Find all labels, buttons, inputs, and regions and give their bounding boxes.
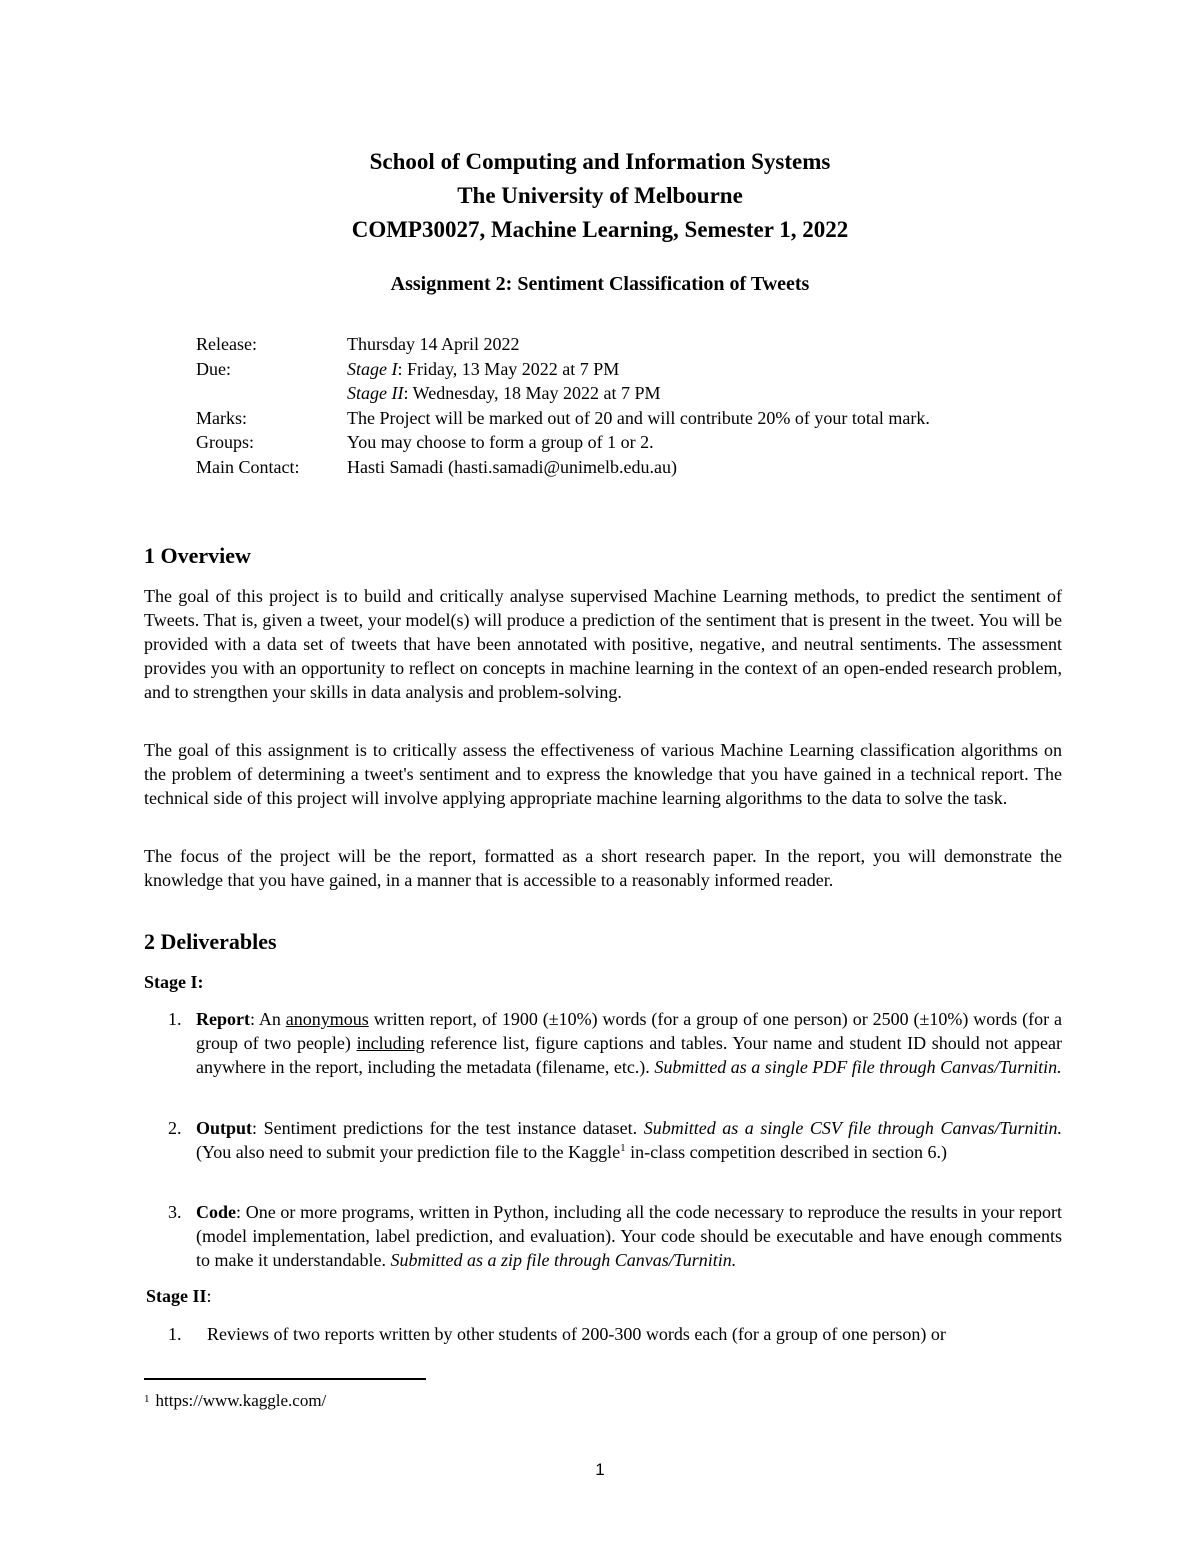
footnote-divider — [144, 1378, 426, 1380]
marks-label: Marks: — [196, 407, 247, 428]
marks-row — [196, 406, 1056, 431]
overview-paragraph-3: The focus of the project will be the report, formatted as a short research paper. In the report, you will demonstrate the knowledge that you have gained, in a manner that is accessible to a reasonably informed reader. — [144, 846, 1062, 890]
due-stage1-value: : Friday, 13 May 2022 at 7 PM — [397, 358, 620, 379]
deliverables-heading: 2 Deliverables — [144, 929, 277, 954]
release-row — [196, 332, 1056, 357]
groups-row — [196, 430, 1056, 455]
footnote — [144, 1391, 326, 1411]
release-label: Release: — [196, 334, 257, 354]
overview-paragraph-1: The goal of this project is to build and critically analyse supervised Machine Learning methods, to predict the sentiment of Tweets. That is, given a tweet, your model(s) will produce a prediction of the sentiment that is present in the tweet. You will be provided with a data set of tweets that have been annotated with positive, negative, and neutral sentiments. The assessment provides you with an opportunity to reflect on concepts in machine learning in the context of an open-ended research problem, and to strengthen your skills in data analysis and problem-solving. — [144, 586, 1062, 702]
report-label: Report — [196, 1009, 250, 1029]
due-stage1 — [347, 357, 1056, 382]
stage2-heading: Stage II: — [146, 1286, 212, 1306]
list-item-output: 2. Output: Sentiment predictions for the test instance dataset. Submitted as a single CSV file through Canvas/Turnitin. (You also need to submit your prediction file to the Kaggle$^1$ in-class competition described in section 6.) — [168, 1118, 1062, 1162]
list-item-report: 1. Report: An anonymous written report, of 1900 (±10%) words (for a group of one person) or 2500 (±10%) words (for a group of two people) including reference list, figure captions and tables. Your name and student ID should not appear anywhere in the report, including the metadata (filename, etc.). Submitted as a single PDF file through Canvas/Turnitin. — [168, 1009, 1063, 1077]
document-header — [0, 145, 1200, 247]
release-value: Thursday 14 April 2022 — [347, 334, 520, 354]
course-title: COMP30027, Machine Learning, Semester 1, 2022 — [351, 217, 849, 242]
list-number: 3. — [168, 1202, 182, 1222]
footnote-ref[interactable]: 1 — [620, 1142, 626, 1154]
page-number: 1 — [595, 1460, 605, 1479]
due-stage2-label: Stage II — [347, 383, 404, 403]
assignment-title: Assignment 2: Sentiment Classification of Tweets — [390, 273, 810, 295]
overview-heading: 1 Overview — [144, 543, 251, 568]
report-submission-note: Submitted as a single PDF file through Canvas/Turnitin. — [654, 1057, 1062, 1077]
list-item-code: 3. Code: One or more programs, written in Python, including all the code necessary to reproduce the results in your report (model implementation, label prediction, and evaluation). Your code should be executable and have enough comments to make it understandable. Submitted as a zip file through Canvas/Turnitin. — [168, 1202, 1062, 1270]
including-underlined: including — [356, 1033, 425, 1053]
list-number: 1. — [168, 1009, 182, 1029]
list-item-reviews: 1. Reviews of two reports written by other students of 200-300 words each (for a group of one person) or — [168, 1324, 946, 1344]
university-name: The University of Melbourne — [457, 183, 743, 208]
due-stage2-value: : Wednesday, 18 May 2022 at 7 PM — [403, 383, 661, 403]
groups-value: You may choose to form a group of 1 or 2. — [347, 432, 654, 452]
due-label: Due: — [196, 358, 231, 379]
marks-value: The Project will be marked out of 20 and will contribute 20% of your total mark. — [347, 407, 930, 428]
output-submission-note: Submitted as a single CSV file through Canvas/Turnitin. — [643, 1118, 1062, 1138]
output-label: Output — [196, 1118, 253, 1138]
due-stage1-label: Stage I — [347, 358, 398, 379]
kaggle-link[interactable]: https://www.kaggle.com/ — [155, 1391, 327, 1410]
anonymous-underlined: anonymous — [285, 1009, 369, 1029]
footnote-mark: 1 — [144, 1393, 150, 1405]
stage1-heading: Stage I: — [144, 972, 204, 992]
due-row — [196, 357, 1056, 406]
code-submission-note: Submitted as a zip file through Canvas/Turnitin. — [390, 1250, 737, 1270]
overview-paragraph-2: The goal of this assignment is to critically assess the effectiveness of various Machine Learning classification algorithms on the problem of determining a tweet's sentiment and to express the knowledge that you have gained in a technical report. The technical side of this project will involve applying appropriate machine learning algorithms to the data to solve the task. — [144, 740, 1062, 808]
contact-value: Hasti Samadi (hasti.samadi@unimelb.edu.au) — [347, 456, 678, 477]
contact-row — [196, 455, 1056, 480]
list-number: 1. — [168, 1324, 182, 1344]
code-label: Code — [196, 1202, 236, 1222]
due-stage2 — [347, 381, 1056, 406]
groups-label: Groups: — [196, 432, 254, 452]
school-name: School of Computing and Information Systems — [369, 149, 831, 174]
list-number: 2. — [168, 1118, 182, 1138]
contact-label: Main Contact: — [196, 456, 300, 477]
assignment-details — [196, 332, 1056, 479]
